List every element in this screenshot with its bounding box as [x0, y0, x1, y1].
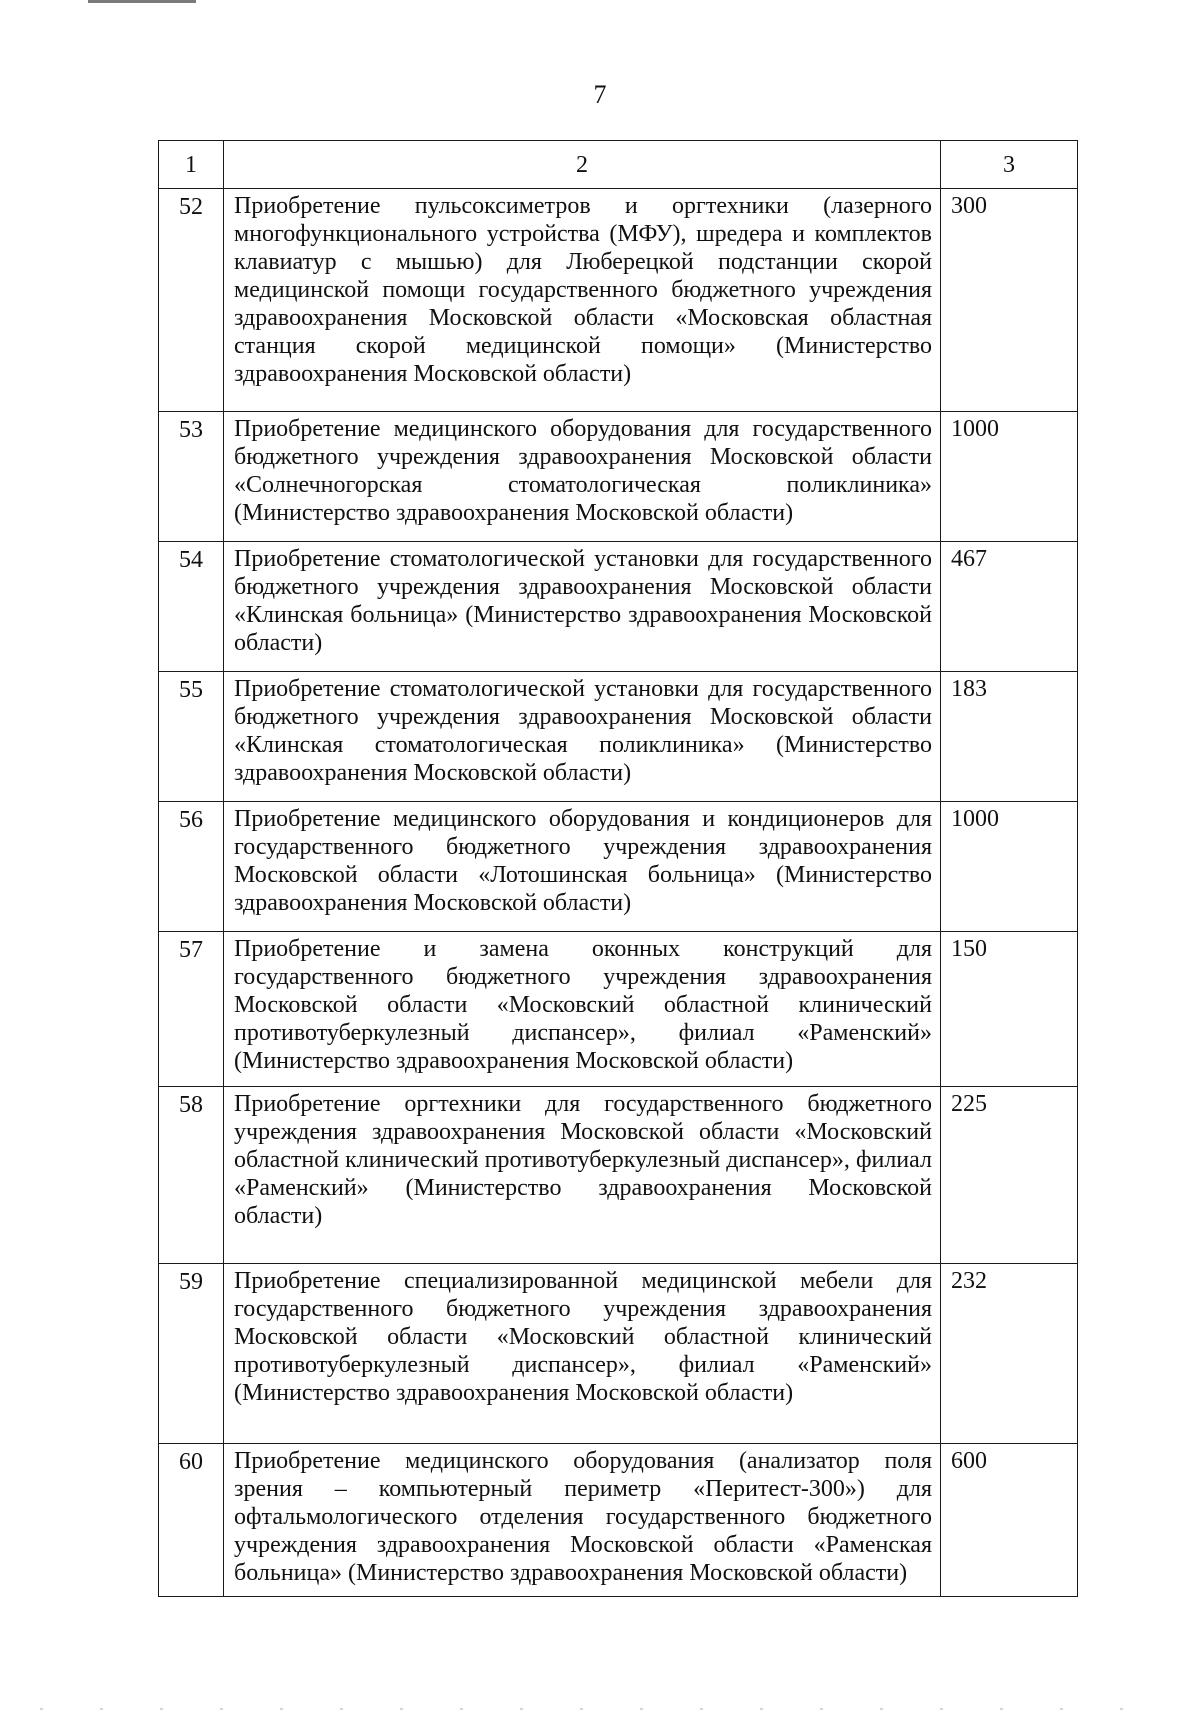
table-row	[159, 189, 1078, 412]
table-header-row	[159, 141, 1078, 189]
row-amount-cell	[941, 932, 1078, 1087]
row-number: 52	[179, 194, 203, 220]
scan-edge-mark	[88, 0, 196, 3]
row-amount: 232	[951, 1268, 987, 1294]
row-description: Приобретение медицинского оборудования для государственного бюджетного учреждения здравоохранения Московской области «Солнечногорская стоматологическая поликлиника» (Министерство здравоохранения Московской области)	[234, 416, 932, 526]
row-number-cell	[159, 412, 224, 542]
row-description-cell	[224, 1444, 941, 1597]
column-header-3: 3	[941, 141, 1078, 189]
table-row	[159, 1087, 1078, 1264]
row-description: Приобретение пульсоксиметров и оргтехники (лазерного многофункционального устройства (МФУ), шредера и комплектов клавиатур с мышью) для Люберецкой подстанции скорой медицинской помощи государственного бюджетного учреждения здравоохранения Московской области «Московская областная станция скорой медицинской помощи» (Министерство здравоохранения Московской области)	[234, 193, 932, 387]
row-description: Приобретение стоматологической установки для государственного бюджетного учреждения здравоохранения Московской области «Клинская больница» (Министерство здравоохранения Московской области)	[234, 546, 932, 656]
row-amount-cell	[941, 189, 1078, 412]
row-number: 60	[179, 1449, 203, 1475]
row-description-cell	[224, 932, 941, 1087]
row-amount-cell	[941, 1264, 1078, 1444]
page-number: 7	[593, 80, 607, 109]
row-number-cell	[159, 932, 224, 1087]
row-number-cell	[159, 672, 224, 802]
table-row	[159, 412, 1078, 542]
row-number: 58	[179, 1092, 203, 1118]
row-description-cell	[224, 542, 941, 672]
table-row	[159, 932, 1078, 1087]
row-description: Приобретение медицинского оборудования и кондиционеров для государственного бюджетного учреждения здравоохранения Московской области «Лотошинская больница» (Министерство здравоохранения Московской области)	[234, 806, 932, 916]
row-number: 56	[179, 807, 203, 833]
row-amount: 183	[951, 676, 987, 702]
column-header-1: 1	[159, 141, 224, 189]
row-number-cell	[159, 1087, 224, 1264]
row-number: 57	[179, 937, 203, 963]
table-row	[159, 802, 1078, 932]
row-amount-cell	[941, 1087, 1078, 1264]
row-amount: 467	[951, 546, 987, 572]
row-amount-cell	[941, 1444, 1078, 1597]
column-header-2: 2	[224, 141, 941, 189]
row-number: 54	[179, 547, 203, 573]
row-description-cell	[224, 672, 941, 802]
row-description-cell	[224, 412, 941, 542]
row-amount-cell	[941, 672, 1078, 802]
row-description-cell	[224, 802, 941, 932]
row-amount-cell	[941, 412, 1078, 542]
row-amount: 300	[951, 193, 987, 219]
row-number-cell	[159, 802, 224, 932]
scan-bottom-specks	[40, 1708, 1160, 1710]
row-description: Приобретение специализированной медицинской мебели для государственного бюджетного учреждения здравоохранения Московской области «Московский областной клинический противотуберкулезный диспансер», филиал «Раменский» (Министерство здравоохранения Московской области)	[234, 1268, 932, 1406]
row-description: Приобретение медицинского оборудования (анализатор поля зрения – компьютерный периметр «Перитест-300») для офтальмологического отделения государственного бюджетного учреждения здравоохранения Московской области «Раменская больница» (Министерство здравоохранения Московской области)	[234, 1448, 932, 1586]
row-description: Приобретение и замена оконных конструкций для государственного бюджетного учреждения здравоохранения Московской области «Московский областной клинический противотуберкулезный диспансер», филиал «Раменский» (Министерство здравоохранения Московской области)	[234, 936, 932, 1074]
row-description-cell	[224, 1087, 941, 1264]
row-description-cell	[224, 1264, 941, 1444]
row-amount-cell	[941, 802, 1078, 932]
row-amount: 600	[951, 1448, 987, 1474]
table-row	[159, 1444, 1078, 1597]
row-number-cell	[159, 1264, 224, 1444]
row-description: Приобретение оргтехники для государственного бюджетного учреждения здравоохранения Московской области «Московский областной клинический противотуберкулезный диспансер», филиал «Раменский» (Министерство здравоохранения Московской области)	[234, 1091, 932, 1229]
table-row	[159, 1264, 1078, 1444]
row-amount-cell	[941, 542, 1078, 672]
row-amount: 150	[951, 936, 987, 962]
row-description-cell	[224, 189, 941, 412]
row-number-cell	[159, 1444, 224, 1597]
row-amount: 1000	[951, 416, 999, 442]
row-number-cell	[159, 189, 224, 412]
table-row	[159, 542, 1078, 672]
table-row	[159, 672, 1078, 802]
row-number: 53	[179, 417, 203, 443]
row-amount: 225	[951, 1091, 987, 1117]
expenditure-table	[158, 140, 1078, 1597]
row-number-cell	[159, 542, 224, 672]
row-description: Приобретение стоматологической установки для государственного бюджетного учреждения здравоохранения Московской области «Клинская стоматологическая поликлиника» (Министерство здравоохранения Московской области)	[234, 676, 932, 786]
row-number: 55	[179, 677, 203, 703]
row-number: 59	[179, 1269, 203, 1295]
row-amount: 1000	[951, 806, 999, 832]
